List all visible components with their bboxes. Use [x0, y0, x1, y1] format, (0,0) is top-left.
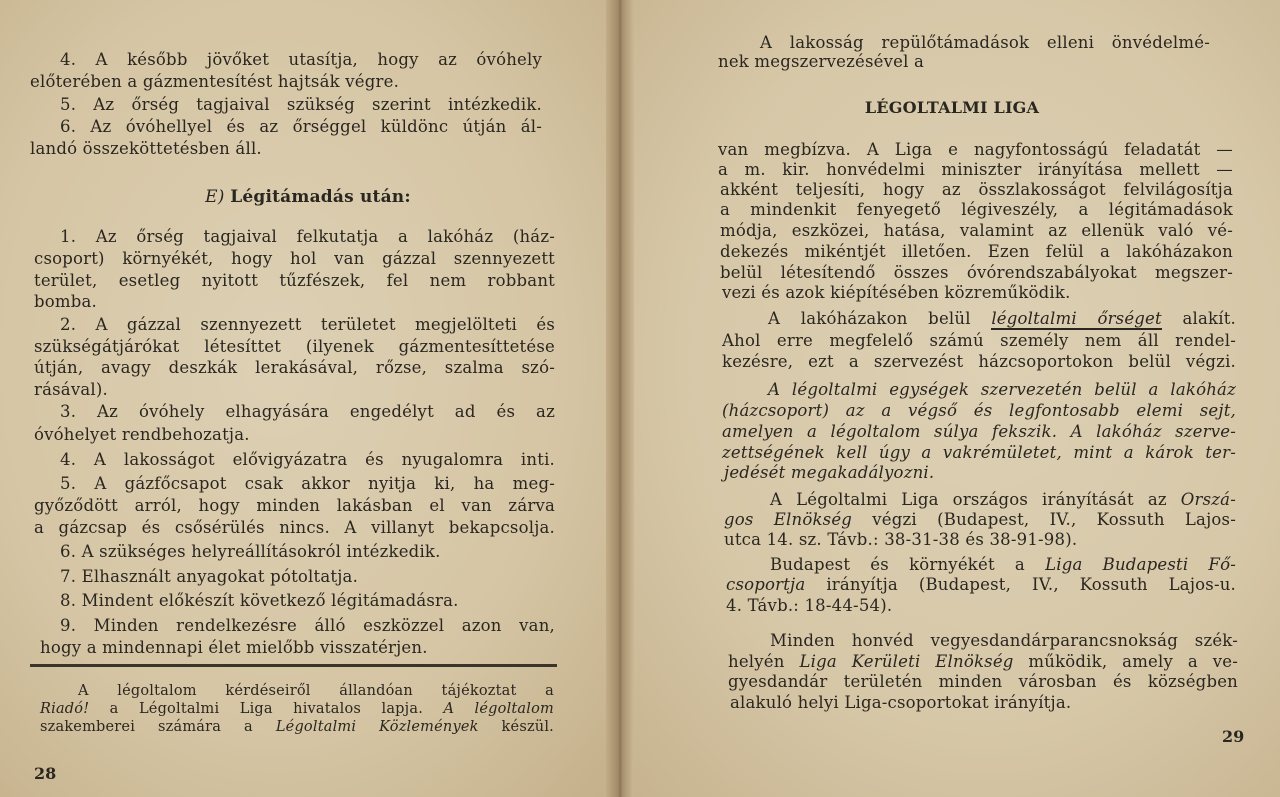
- text-line: [720, 180, 1233, 200]
- bold-text: LÉGOLTALMI LIGA: [864, 98, 1040, 117]
- text-segment: a m. kir. honvédelmi miniszter irányítása mellett —: [718, 160, 1233, 179]
- text-segment: hogy a mindennapi élet mielőbb visszatérjen.: [40, 638, 428, 657]
- text-line: [60, 402, 555, 422]
- footnote-divider: [30, 664, 557, 667]
- text-line: [34, 518, 555, 538]
- text-segment: bomba.: [34, 292, 97, 311]
- text-line: [34, 271, 555, 291]
- text-line: [34, 358, 555, 378]
- text-segment: 6. Az óvóhellyel és az őrséggel küldönc útján ál-: [60, 117, 542, 136]
- text-line: [768, 309, 1236, 329]
- text-segment: A légoltalom kérdéseiről állandóan tájékoztat a: [78, 683, 554, 699]
- text-segment: 4. A lakosságot elővigyázatra és nyugalomra inti.: [60, 450, 555, 469]
- text-line: [720, 200, 1233, 220]
- text-segment: 8. Mindent előkészít következő légitámadásra.: [60, 591, 459, 610]
- footnote-line: [40, 700, 554, 718]
- text-line: [60, 227, 555, 247]
- text-segment: végzi (Budapest, IV., Kossuth Lajos-: [852, 510, 1236, 529]
- text-segment: dekezés mikéntjét illetően. Ezen felül a lakóházakon: [720, 242, 1233, 261]
- text-segment: Minden honvéd vegyesdandárparancsnokság szék-: [770, 631, 1238, 650]
- text-line: [722, 401, 1236, 421]
- text-segment: terület, esetleg nyitott tűzfészek, fel nem robbant: [34, 271, 555, 290]
- text-line: [34, 380, 555, 400]
- text-line: [728, 652, 1238, 672]
- text-line: [728, 672, 1238, 692]
- text-segment: szükségátjárókat létesíttet (ilyenek gázmentesíttetése: [34, 337, 555, 356]
- text-segment: 4. Távb.: 18-44-54).: [726, 596, 893, 615]
- text-segment: A lakosság repülőtámadások elleni önvédelmé-: [760, 33, 1210, 52]
- text-segment: 7. Elhasznált anyagokat pótoltatja.: [60, 567, 359, 586]
- text-segment: módja, eszközei, hatása, valamint az ellenük való vé-: [720, 221, 1233, 240]
- text-segment: működik, amely a ve-: [1013, 652, 1238, 671]
- bold-text: Légitámadás után:: [230, 187, 411, 207]
- text-segment: a Légoltalmi Liga hivatalos lapja.: [89, 701, 444, 717]
- text-segment: belül létesítendő összes óvórendszabályokat megszer-: [720, 263, 1233, 282]
- text-line: [724, 530, 1124, 550]
- text-segment: vezi és azok kiépítésében közreműködik.: [722, 283, 1071, 302]
- text-line: [60, 567, 555, 587]
- italic-text: Riadó!: [40, 701, 90, 717]
- italic-text: A légoltalmi egységek szervezetén belül a lakóház: [768, 380, 1236, 399]
- text-line: [34, 292, 555, 312]
- italic-text: E): [205, 187, 231, 207]
- text-segment: nek megszervezésével a: [718, 52, 925, 71]
- text-line: [726, 575, 1236, 595]
- text-segment: A Légoltalmi Liga országos irányítását az: [770, 490, 1181, 509]
- text-line: [726, 596, 1026, 616]
- text-segment: útján, avagy deszkák lerakásával, rőzse, szalma szó-: [34, 358, 555, 377]
- text-segment: Budapest és környékét a: [770, 555, 1046, 574]
- text-segment: a gázcsap és csősérülés nincs. A villanyt bekapcsolja.: [34, 518, 555, 537]
- book-spine: [606, 0, 634, 797]
- text-segment: készül.: [478, 719, 554, 735]
- text-line: [60, 95, 542, 115]
- text-segment: van megbízva. A Liga e nagyfontosságú feladatát —: [718, 140, 1233, 159]
- text-line: [730, 693, 1130, 713]
- text-line: [40, 638, 555, 658]
- text-line: [60, 542, 555, 562]
- text-segment: előterében a gázmentesítést hajtsák végre.: [30, 72, 400, 91]
- text-segment: alakuló helyi Liga-csoportokat irányítja.: [730, 693, 1072, 712]
- text-segment: 5. Az őrség tagjaival szükség szerint intézkedik.: [60, 95, 542, 114]
- text-segment: csoport) környékét, hogy hol van gázzal szennyezett: [34, 249, 555, 268]
- text-segment: gyesdandár területén minden városban és községben: [728, 672, 1238, 691]
- text-line: [34, 249, 555, 269]
- text-segment: 2. A gázzal szennyezett területet megjelölteti és: [60, 315, 555, 334]
- italic-text: Liga Budapesti Fő-: [1045, 555, 1236, 574]
- text-segment: A lakóházakon belül: [768, 309, 992, 328]
- text-line: [722, 352, 1236, 372]
- text-line: [720, 221, 1233, 241]
- text-segment: szakemberei számára a: [40, 719, 276, 735]
- text-line: [60, 474, 555, 494]
- text-line: [722, 422, 1236, 442]
- text-segment: rásával).: [34, 380, 108, 399]
- italic-text: Liga Kerületi Elnökség: [799, 652, 1014, 671]
- text-line: [770, 631, 1238, 651]
- text-line: [60, 315, 555, 335]
- text-line: [718, 52, 1018, 72]
- text-line: [60, 450, 555, 470]
- text-line: [34, 337, 555, 357]
- underlined-text: légoltalmi őrséget: [991, 309, 1162, 328]
- text-segment: a mindenkit fenyegető légiveszély, a légitámadások: [720, 200, 1233, 219]
- text-line: [60, 50, 542, 70]
- text-segment: óvóhelyet rendbehozatja.: [34, 425, 250, 444]
- text-line: [60, 616, 555, 636]
- text-segment: 3. Az óvóhely elhagyására engedélyt ad és az: [60, 402, 555, 421]
- italic-text: (házcsoport) az a végső és legfontosabb elemi sejt,: [722, 401, 1236, 420]
- text-line: [60, 591, 555, 611]
- text-segment: kezésre, ezt a szervezést házcsoportokon belül végzi.: [722, 352, 1236, 371]
- text-line: [60, 117, 542, 137]
- text-segment: 5. A gázfőcsapot csak akkor nyitja ki, ha meg-: [60, 474, 555, 493]
- text-line: [724, 463, 1024, 483]
- text-line: [724, 510, 1236, 530]
- text-segment: alakít.: [1161, 309, 1236, 328]
- italic-text: Légoltalmi Közlemények: [275, 719, 479, 735]
- footnote-line: [40, 718, 554, 736]
- italic-text: A légoltalom: [443, 701, 554, 717]
- text-segment: irányítja (Budapest, IV., Kossuth Lajos-u.: [805, 575, 1236, 594]
- text-line: [34, 496, 555, 516]
- page-number-left: 28: [34, 764, 57, 783]
- italic-text: amelyen a légoltalom súlya fekszik. A lakóház szerve-: [722, 422, 1236, 441]
- section-heading: [0, 187, 616, 207]
- footnote-line: [78, 682, 554, 700]
- italic-text: gos Elnökség: [724, 510, 853, 529]
- text-line: [718, 160, 1233, 180]
- text-segment: 6. A szükséges helyreállításokról intézkedik.: [60, 542, 441, 561]
- page-number-right: 29: [1222, 727, 1245, 746]
- text-line: [760, 33, 1210, 53]
- text-segment: 1. Az őrség tagjaival felkutatja a lakóház (ház-: [60, 227, 555, 246]
- text-line: [770, 490, 1236, 510]
- text-line: [720, 242, 1233, 262]
- text-segment: győződött arról, hogy minden lakásban el van zárva: [34, 496, 555, 515]
- text-line: [722, 331, 1236, 351]
- text-segment: 9. Minden rendelkezésre álló eszközzel azon van,: [60, 616, 555, 635]
- text-line: [722, 443, 1236, 463]
- text-line: [30, 72, 542, 92]
- text-line: [720, 263, 1233, 283]
- text-line: [34, 425, 555, 445]
- italic-text: zettségének kell úgy a vakrémületet, mint a károk ter-: [722, 443, 1236, 462]
- text-line: [770, 555, 1236, 575]
- section-heading: [624, 98, 1280, 118]
- text-segment: akként teljesíti, hogy az összlakosságot felvilágosítja: [720, 180, 1233, 199]
- text-segment: helyén: [728, 652, 800, 671]
- text-line: [722, 283, 1122, 303]
- text-segment: utca 14. sz. Távb.: 38-31-38 és 38-91-98).: [724, 530, 1078, 549]
- text-line: [768, 380, 1236, 400]
- text-line: [30, 139, 542, 159]
- text-line: [718, 140, 1233, 160]
- italic-text: Orszá-: [1180, 490, 1236, 509]
- italic-text: csoportja: [726, 575, 806, 594]
- text-segment: landó összeköttetésben áll.: [30, 139, 262, 158]
- text-segment: 4. A később jövőket utasítja, hogy az óvóhely: [60, 50, 542, 69]
- text-segment: Ahol erre megfelelő számú személy nem áll rendel-: [722, 331, 1236, 350]
- italic-text: jedését megakadályozni.: [724, 463, 935, 482]
